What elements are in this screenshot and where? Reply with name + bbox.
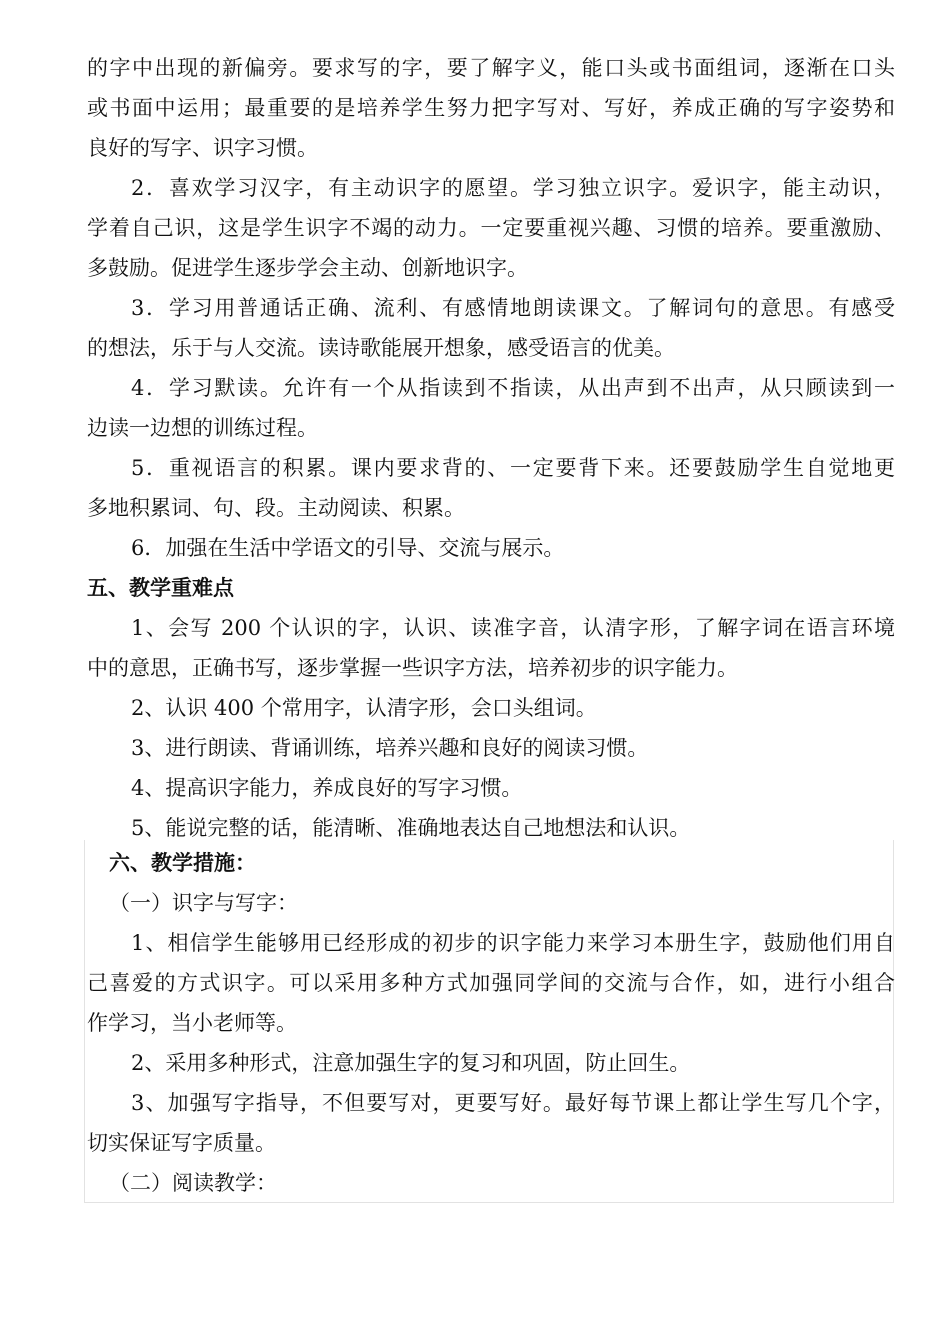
- list-item: 4．学习默读。允许有一个从指读到不指读，从出声到不出声，从只顾读到一: [131, 376, 895, 400]
- list-item: 3．学习用普通话正确、流利、有感情地朗读课文。了解词句的意思。有感受: [131, 296, 895, 320]
- list-item: 3、加强写字指导，不但要写对，更要写好。最好每节课上都让学生写几个字，: [131, 1091, 895, 1115]
- paragraph-line: 作学习，当小老师等。: [87, 1011, 297, 1035]
- paragraph-line: 良好的写字、识字习惯。: [87, 136, 318, 160]
- paragraph-line: 的字中出现的新偏旁。要求写的字，要了解字义，能口头或书面组词，逐渐在口头: [87, 56, 895, 80]
- list-item: 2．喜欢学习汉字，有主动识字的愿望。学习独立识字。爱识字，能主动识，: [131, 176, 895, 200]
- subheading-literacy: （一）识字与写字：: [109, 891, 298, 915]
- list-item: 5．重视语言的积累。课内要求背的、一定要背下来。还要鼓励学生自觉地更: [131, 456, 895, 480]
- paragraph-line: 的想法，乐于与人交流。读诗歌能展开想象，感受语言的优美。: [87, 336, 675, 360]
- list-item: 3、进行朗读、背诵训练，培养兴趣和良好的阅读习惯。: [131, 736, 649, 760]
- subheading-reading: （二）阅读教学：: [109, 1171, 277, 1195]
- section-six: [87, 843, 895, 1203]
- section-heading-five: 五、教学重难点: [87, 575, 234, 600]
- list-item: 6．加强在生活中学语文的引导、交流与展示。: [131, 536, 565, 560]
- paragraph-line: 中的意思，正确书写，逐步掌握一些识字方法，培养初步的识字能力。: [87, 656, 738, 680]
- list-item: 1、会写 200 个认识的字，认识、读准字音，认清字形，了解字词在语言环境: [131, 616, 895, 640]
- list-item: 5、能说完整的话，能清晰、准确地表达自己地想法和认识。: [131, 816, 691, 840]
- list-item: 4、提高识字能力，养成良好的写字习惯。: [131, 776, 523, 800]
- paragraph-line: 多鼓励。促进学生逐步学会主动、创新地识字。: [87, 256, 528, 280]
- section-heading-six: 六、教学措施：: [109, 850, 256, 875]
- paragraph-line: 多地积累词、句、段。主动阅读、积累。: [87, 496, 465, 520]
- paragraph-line: 边读一边想的训练过程。: [87, 416, 318, 440]
- paragraph-line: 切实保证写字质量。: [87, 1131, 276, 1155]
- paragraph-line: 或书面中运用；最重要的是培养学生努力把字写对、写好，养成正确的写字姿势和: [87, 96, 895, 120]
- paragraph-line: 己喜爱的方式识字。可以采用多种方式加强同学间的交流与合作，如，进行小组合: [87, 971, 895, 995]
- paragraph-line: 学着自己识，这是学生识字不竭的动力。一定要重视兴趣、习惯的培养。要重激励、: [87, 216, 895, 240]
- document-body: [87, 48, 895, 848]
- list-item: 2、采用多种形式，注意加强生字的复习和巩固，防止回生。: [131, 1051, 691, 1075]
- list-item: 2、认识 400 个常用字，认清字形，会口头组词。: [131, 696, 597, 720]
- list-item: 1、相信学生能够用已经形成的初步的识字能力来学习本册生字，鼓励他们用自: [131, 931, 895, 955]
